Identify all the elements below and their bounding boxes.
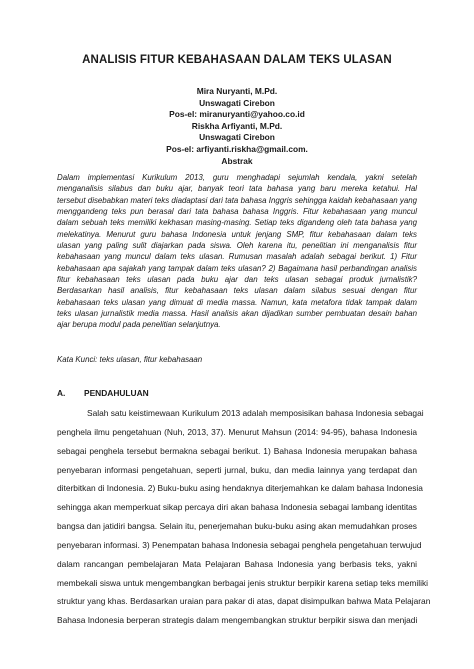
section-heading (57, 388, 149, 398)
author-email-2: Pos-el: arfiyanti.riskha@gmail.com. (166, 143, 308, 154)
abstract-text (57, 172, 417, 331)
author-email-1: Pos-el: miranuryanti@yahoo.co.id (169, 109, 305, 120)
body-line: sebagai penghela tersebut bermakna sebagai berikut. 1) Bahasa Indonesia merupakan bahasa (57, 445, 417, 456)
abstract-line: ajar berupa modul pada penelitian selanjutnya. (57, 320, 221, 330)
section-number: A. (57, 388, 66, 398)
author-affiliation-2: Unswagati Cirebon (199, 132, 275, 143)
body-text (57, 404, 431, 630)
section-title: PENDAHULUAN (84, 388, 149, 398)
abstract-line: dalam sebuah teks memiliki kekhasan masing-masing. Setiap teks digandeng oleh tata bahasa yang (57, 218, 417, 228)
paper-title: ANALISIS FITUR KEBAHASAAN DALAM TEKS ULASAN (82, 54, 392, 66)
body-line: struktur yang khas. Berdasarkan uraian para pakar di atas, dapat disimpulkan bahwa Mata Pelajaran (57, 596, 431, 607)
body-line: Salah satu keistimewaan Kurikulum 2013 adalah memposisikan bahasa Indonesia sebagai (87, 408, 424, 418)
author-block (0, 86, 474, 156)
author-name-2: Riskha Arfiyanti, M.Pd. (191, 120, 283, 131)
abstract-line: kebahasaan apa sajakah yang tampak dalam teks ulasan? 2) Bagaimana hasil perbandingan analisis (57, 263, 417, 273)
abstract-line: ulasan yang paling sulit diajarkan pada siswa. Oleh karena itu, penelitian ini menganalisis fitur (57, 241, 417, 251)
author-affiliation-1: Unswagati Cirebon (199, 97, 275, 108)
body-line: penyebaran informasi. 3) Penempatan bahasa Indonesia sebagai penghela pengetahuan terwujud (57, 539, 422, 550)
abstract-line: tersebut disebabkan materi teks diadaptasi dari tata bahasa Inggris sehingga kaidah kebahasaan yang (57, 195, 417, 205)
abstract-line: teks ulasan jurnalistik media massa. Hasil analisis akan dijadikan sumber pembuatan desain bahan (57, 309, 417, 319)
author-name-1: Mira Nuryanti, M.Pd. (196, 86, 278, 96)
body-line: penyebaran informasi pengetahuan, seperti jurnal, buku, dan media lainnya yang terdapat dan (57, 464, 417, 475)
body-line: sehingga akan memperkuat sikap percaya diri akan bahasa Indonesia sebagai lambang identitas (57, 502, 417, 513)
abstract-line: Dalam implementasi Kurikulum 2013, guru menghadapi sejumlah kendala, yakni setelah (57, 173, 417, 182)
body-line: membekali siswa untuk mengembangkan berbagai jenis struktur berpikir karena setiap teks memiliki (57, 577, 428, 588)
keywords: Kata Kunci: teks ulasan, fitur kebahasaan (57, 355, 203, 364)
abstract-line: Berdasarkan hasil analisis, fitur kebahasaan teks ulasan dalam silabus sesuai dengan fitur (57, 286, 417, 296)
abstract-line: melekatinya. Menurut guru bahasa Indonesia untuk jenjang SMP, fitur kebahasaan dalam teks (57, 229, 417, 239)
abstract-line: menganalisis silabus dan buku ajar, banyak teori tata bahasa yang baru mereka ketahui. Hal (57, 184, 417, 194)
body-line: penghela ilmu pengetahuan (Nuh, 2013, 37). Menurut Mahsun (2014: 94-95), bahasa Indonesia (57, 426, 417, 437)
abstract-heading: Abstrak (221, 156, 253, 166)
body-line: Bahasa Indonesia berperan strategis dalam mengembangkan struktur berpikir siswa dan menjadi (57, 615, 418, 626)
abstract-line: kebahasaan yang muncul dalam teks ulasan. Rumusan masalah adalah sebagai berikut. 1) Fitur (57, 252, 417, 262)
abstract-line: kebahasaan teks ulasan yang dimuat di media massa. Namun, kata metafora tidak tampak dalam (57, 297, 417, 307)
body-line: bangsa dan jatidiri bangsa. Selain itu, penerjemahan buku-buku asing akan memudahkan proses (57, 521, 417, 532)
body-line: dalam rancangan pembelajaran Mata Pelajaran Bahasa Indonesia yang berbasis teks, yakni (57, 558, 417, 569)
body-line: diterbitkan di Indonesia. 2) Buku-buku asing hendaknya diterjemahkan ke dalam bahasa Indonesia (57, 483, 423, 494)
abstract-line: fitur kebahasaan teks ulasan pada buku ajar dan teks ulasan sebagai produk jurnalistik? (57, 275, 417, 285)
abstract-line: menggandeng teks pun berasal dari tata bahasa bahasa Inggris. Fitur kebahasaan yang muncul (57, 207, 417, 217)
